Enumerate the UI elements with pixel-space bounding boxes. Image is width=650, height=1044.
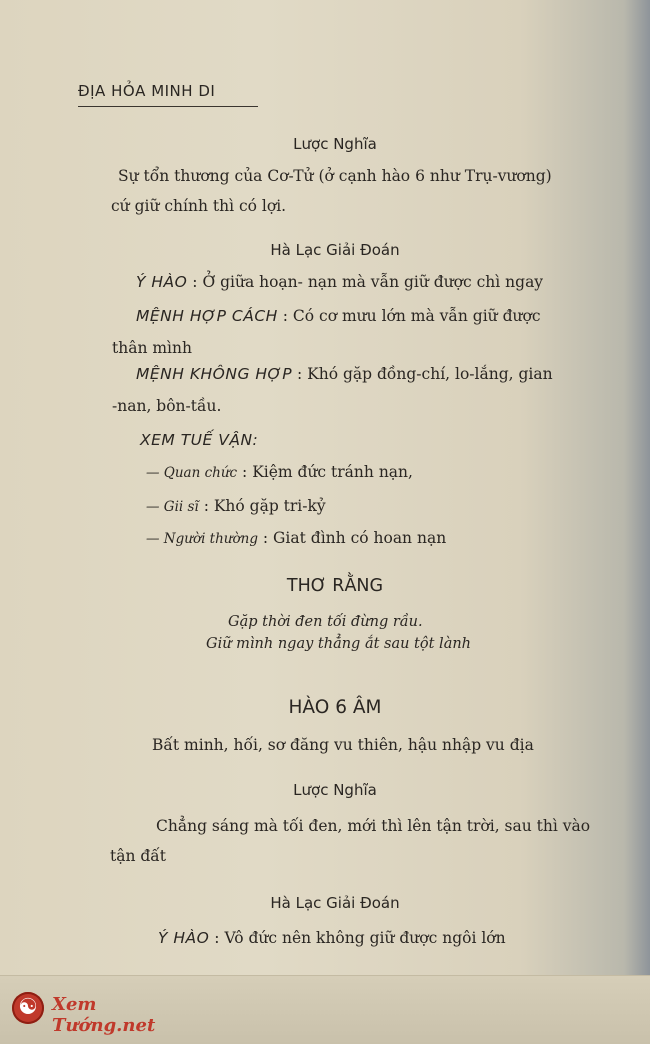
list-item-label: — Người thường xyxy=(146,531,258,547)
poem-heading: THƠ RẰNG xyxy=(286,576,384,596)
y-hao-line-2 xyxy=(158,928,506,948)
paragraph-line: tận đất xyxy=(110,847,167,865)
menh-khong-line xyxy=(136,364,553,384)
list-item-label: — Gii sĩ xyxy=(146,499,199,515)
y-hao-text: : Vô đức nên không giữ được ngôi lớn xyxy=(214,929,506,947)
menh-khong-label: MỆNH KHÔNG HỢP xyxy=(136,365,293,383)
hao-6-heading: HÀO 6 ÂM xyxy=(288,697,382,718)
menh-hop-text: : Có cơ mưu lớn mà vẫn giữ được xyxy=(282,307,541,325)
section-heading-luoc-nghia: Lược Nghĩa xyxy=(293,135,377,153)
header-rule xyxy=(78,106,258,107)
list-item-text: : Giat đình có hoan nạn xyxy=(262,529,447,547)
y-hao-line xyxy=(136,272,543,292)
list-item-label: — Quan chức xyxy=(146,465,238,481)
menh-khong-text: : Khó gặp đồng-chí, lo-lắng, gian xyxy=(297,365,553,383)
section-heading-ha-lac: Hà Lạc Giải Đoán xyxy=(270,241,400,259)
yin-yang-icon xyxy=(12,992,44,1024)
y-hao-label: Ý HÀO xyxy=(136,273,188,291)
list-item xyxy=(146,528,446,549)
menh-hop-line xyxy=(136,306,541,326)
hao-6-text: Bất minh, hối, sơ đăng vu thiên, hậu nhập vu địa xyxy=(152,736,534,754)
poem-line: Giữ mình ngay thẳng ắt sau tột lành xyxy=(206,636,472,652)
logo-text: Xem Tướng.net xyxy=(52,994,156,1036)
menh-khong-cont: -nan, bôn-tầu. xyxy=(112,397,222,415)
running-head: ĐỊA HỎA MINH DI xyxy=(78,82,216,100)
list-item-text: : Khó gặp tri-kỷ xyxy=(203,497,326,515)
paragraph-line: cứ giữ chính thì có lợi. xyxy=(111,197,287,215)
xem-tue-van: XEM TUẾ VẬN: xyxy=(140,431,259,449)
paragraph-line: Sự tổn thương của Cơ-Tử (ở cạnh hào 6 như Trụ-vương) xyxy=(118,167,552,185)
y-hao-text: : Ở giữa hoạn- nạn mà vẫn giữ được chì ngay xyxy=(192,273,544,291)
section-heading-ha-lac-2: Hà Lạc Giải Đoán xyxy=(270,894,400,912)
list-item xyxy=(146,496,326,517)
menh-hop-cont: thân mình xyxy=(112,339,192,357)
section-heading-luoc-nghia-2: Lược Nghĩa xyxy=(293,781,377,799)
paragraph-line: Chẳng sáng mà tối đen, mới thì lên tận trời, sau thì vào xyxy=(156,817,591,835)
poem-line: Gặp thời đen tối đừng rầu. xyxy=(228,614,423,630)
list-item-text: : Kiệm đức tránh nạn, xyxy=(242,463,413,481)
site-logo xyxy=(8,988,188,1036)
y-hao-label: Ý HÀO xyxy=(158,929,210,947)
menh-hop-label: MỆNH HỢP CÁCH xyxy=(136,307,278,325)
list-item xyxy=(146,462,413,483)
